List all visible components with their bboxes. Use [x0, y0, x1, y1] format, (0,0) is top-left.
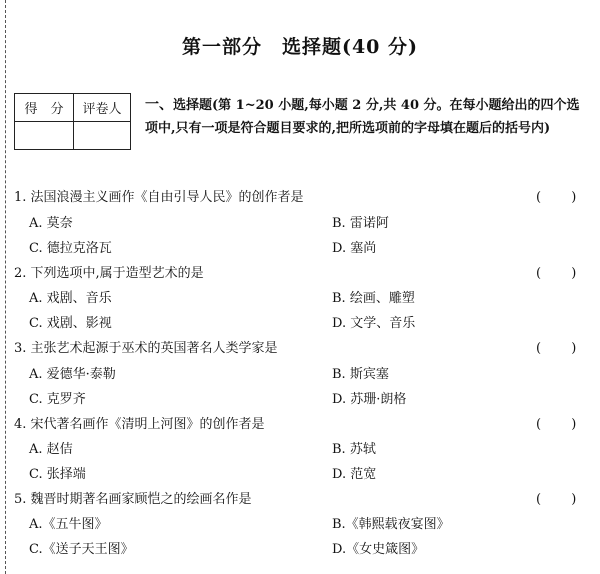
- question-5-answer-paren: ( ): [536, 492, 577, 507]
- question-4-option-d: D. 范宽: [332, 467, 377, 482]
- binding-dashed-line: [5, 0, 6, 574]
- question-5-option-d: D.《女史箴图》: [332, 542, 425, 557]
- question-5-option-a: A.《五牛图》: [29, 517, 108, 532]
- question-2-option-a: A. 戏剧、音乐: [29, 291, 112, 306]
- question-4-answer-paren: ( ): [536, 417, 577, 432]
- question-2-option-c: C. 戏剧、影视: [29, 316, 112, 331]
- question-3-option-b: B. 斯宾塞: [332, 367, 389, 382]
- question-2-option-b: B. 绘画、雕塑: [332, 291, 415, 306]
- question-3-option-d: D. 苏珊·朗格: [332, 392, 407, 407]
- question-2-stem: 2. 下列选项中,属于造型艺术的是: [14, 266, 204, 281]
- grader-header: 评卷人: [74, 94, 131, 122]
- section-instructions: [145, 94, 585, 140]
- question-1-option-b: B. 雷诺阿: [332, 216, 389, 231]
- section-title: 第一部分 选择题(40 分): [181, 36, 419, 58]
- question-2-option-d: D. 文学、音乐: [332, 316, 416, 331]
- question-4-option-a: A. 赵佶: [29, 442, 73, 457]
- question-2-answer-paren: ( ): [536, 266, 577, 281]
- question-4-stem: 4. 宋代著名画作《清明上河图》的创作者是: [14, 417, 265, 432]
- question-5-stem: 5. 魏晋时期著名画家顾恺之的绘画名作是: [14, 492, 252, 507]
- question-4-option-b: B. 苏轼: [332, 442, 376, 457]
- question-3-option-c: C. 克罗齐: [29, 392, 86, 407]
- question-5-option-c: C.《送子天王图》: [29, 542, 134, 557]
- question-5-option-b: B.《韩熙载夜宴图》: [332, 517, 450, 532]
- section-number: 一、: [145, 97, 173, 113]
- question-1-option-c: C. 德拉克洛瓦: [29, 241, 112, 256]
- score-cell: [15, 122, 74, 150]
- question-1-option-d: D. 塞尚: [332, 241, 377, 256]
- question-3-stem: 3. 主张艺术起源于巫术的英国著名人类学家是: [14, 341, 278, 356]
- score-table: [14, 93, 131, 150]
- score-header: 得 分: [15, 94, 74, 122]
- question-4-option-c: C. 张择端: [29, 467, 86, 482]
- grader-cell: [74, 122, 131, 150]
- question-1-answer-paren: ( ): [536, 190, 577, 205]
- question-1-stem: 1. 法国浪漫主义画作《自由引导人民》的创作者是: [14, 190, 304, 205]
- question-3-answer-paren: ( ): [536, 341, 577, 356]
- question-3-option-a: A. 爱德华·泰勒: [29, 367, 116, 382]
- instructions-text: 选择题(第 1~20 小题,每小题 2 分,共 40 分。在每小题给出的四个选项中,只有一项是符合题目要求的,把所选项前的字母填在题后的括号内): [145, 98, 580, 136]
- question-1-option-a: A. 莫奈: [29, 216, 73, 231]
